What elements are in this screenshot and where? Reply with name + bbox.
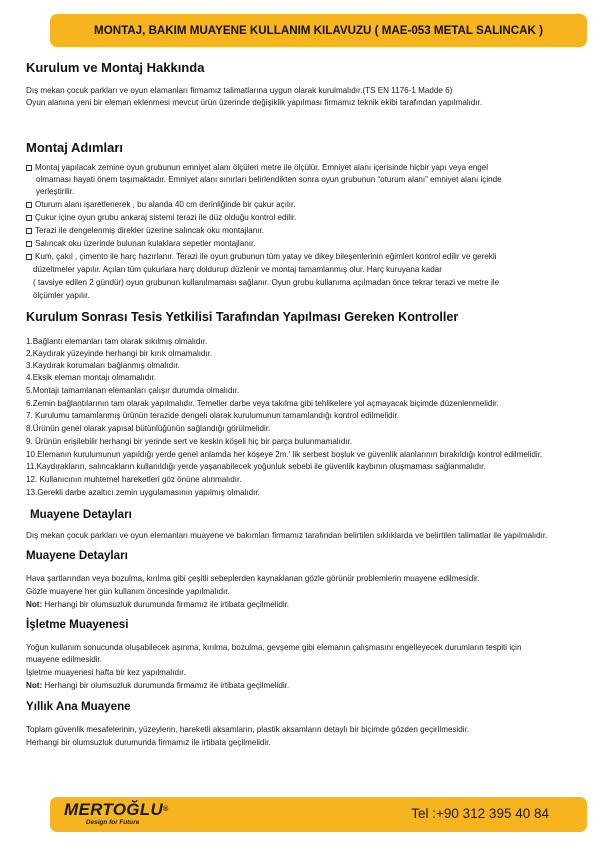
list-item: 4.Eksik eleman montajı olmamalıdır.: [26, 373, 157, 382]
checkbox-bullet-icon: [26, 202, 32, 208]
list-item: 8.Ürünün genel olarak yapısal bütünlüğünün sağlandığı görülmelidir.: [26, 424, 271, 433]
list-item: 7. Kurulumu tamamlanmış ürünün terazide dengeli olarak kurulumunun tamamlandığı kontrol edilmelidir.: [26, 411, 399, 420]
note-line: [26, 599, 289, 611]
list-item: 11.Kaydırakların, salıncakların kullanıldığı yerde yaşanabilecek yoğunluk sebebi ile güvenlik kaybının oluşmaması sağlanmalıdır.: [26, 462, 486, 471]
checkbox-bullet-icon: [26, 165, 32, 171]
bullet-line: [26, 212, 296, 224]
logo-tagline: Design for Future: [86, 819, 140, 826]
list-item: 3.Kaydırak korumaları bağlanmış olmalıdır.: [26, 361, 180, 370]
note-label: Not:: [26, 681, 43, 690]
document-title: MONTAJ, BAKIM MUAYENE KULLANIM KILAVUZU ( MAE-053 METAL SALINCAK ): [94, 24, 543, 37]
text-line: Yoğun kullanım sonucunda oluşabilecek aşınma, kırılma, bozulma, gevşeme gibi elemanın çalışmasını engelleyecek durumların tespiti için: [26, 643, 522, 652]
document-title-bar: [50, 14, 587, 47]
note-text: Herhangi bir olumsuzluk durumunda firmamız ile irtibata geçilmelidir.: [42, 681, 290, 690]
text-line: ( tavsiye edilen 2 gündür) oyun grubunun kullanılmaması sağlanır. Oyun grubu kullanıma açılmadan önce tekrar terazi ve metre ile: [33, 278, 500, 287]
bullet-line: [26, 199, 295, 211]
bullet-line: [26, 251, 496, 263]
heading-kurulum: Kurulum ve Montaj Hakkında: [26, 60, 205, 75]
text-line: Salıncak oku üzerinde bulunan kulaklara sepetler montajlanır.: [35, 239, 256, 248]
list-item: 6.Zemin bağlantılarının tam olarak yapılmalıdır. Temeller darbe veya takılma gibi tehlikelere yol açmayacak biçimde düzenlenmelidir.: [26, 399, 499, 408]
text-line: Oturum alanı işaretlenerek , bu alanda 40 cm derinliğinde bir çukur açılır.: [35, 200, 296, 209]
list-item: 13.Gerekli darbe azaltıcı zemin uygulamasının yapılmış olmalıdır.: [26, 488, 260, 497]
checkbox-bullet-icon: [26, 241, 32, 247]
text-line: Herhangi bir olumsuzluk durumunda firmamız ile irtibata geçilmelidir.: [26, 738, 271, 747]
list-item: 5.Montajı tamamlanan elemanları çalışır durumda olmalıdır.: [26, 386, 240, 395]
heading-muayene-2: Muayene Detayları: [26, 549, 128, 562]
text-line: muayene edilmesidir.: [26, 655, 103, 664]
checkbox-bullet-icon: [26, 254, 32, 260]
bullet-line: [26, 225, 264, 237]
heading-isletme: İşletme Muayenesi: [26, 618, 129, 631]
heading-muayene-1: Muayene Detayları: [30, 508, 132, 521]
list-item: 10.Elemanın kurulumunun yapıldığı yerde genel anlamda her köşeye 2m.' lik serbest boşluk ve güvenlik alanlarının bırakıldığı kontrol edilmelidir.: [26, 450, 543, 459]
footer-bar: [50, 797, 587, 832]
text-line: Dış mekan çocuk parkları ve oyun elemanları muayene ve bakımları firmamız tarafından belirtilen sıklıklarda ve belirtilen talimatlar ile yapılmalıdır.: [26, 531, 548, 540]
text-line: Terazi ile dengelenmiş direkler üzerine salıncak oku montajlanır.: [35, 226, 264, 235]
list-item: 2.Kaydırak yüzeyinde herhangi bir kırık olmamalıdır.: [26, 349, 213, 358]
list-item: 12. Kullanıcının muhtemel hareketleri göz önüne alınmalıdır.: [26, 475, 242, 484]
text-line: İşletme muayenesi hafta bir kez yapılmalıdır.: [26, 668, 186, 677]
logo-text: MERTOĞLU: [64, 800, 164, 819]
text-line: ölçümler yapılır.: [33, 291, 90, 300]
text-line: Montaj yapılacak zemine oyun grubunun emniyet alanı ölçüleri metre ile ölçülür. Emniyet alanı içerisinde hiçbir yapı veya engel: [35, 163, 489, 172]
checkbox-bullet-icon: [26, 215, 32, 221]
text-line: Çukur içine oyun grubu ankaraj sistemi terazi ile düz olduğu kontrol edilir.: [35, 213, 297, 222]
text-line: Oyun alanına yeni bir eleman eklenmesi mevcut ürün üzerinde değişiklik yapılması firmamız teknik ekibi tarafından yapılmalıdır.: [26, 98, 483, 107]
bullet-line: [26, 162, 488, 174]
bullet-line: [26, 238, 255, 250]
brand-logo: [64, 801, 169, 827]
heading-kontroller: Kurulum Sonrası Tesis Yetkilisi Tarafından Yapılması Gereken Kontroller: [26, 310, 459, 324]
text-line: Dış mekan çocuk parkları ve oyun elamanları firmamız talimatlarına uygun olarak kurulmalıdır.(TS EN 1176-1 Madde 6): [26, 86, 453, 95]
text-line: yerleştirilir.: [36, 187, 75, 196]
text-line: Kum, çakıl , çimento ile harç hazırlanır. Terazi ile oyun grubunun tüm yatay ve dikey bileşenlerinin eğimleri kontrol edilir ve gerekli: [35, 252, 497, 261]
text-line: Toplam güvenlik mesafelerinin, yüzeylerin, hareketli aksamların, plastik aksamların detaylı bir biçimde gözden geçirilmesidir.: [26, 725, 470, 734]
registered-mark: ®: [163, 806, 169, 813]
checkbox-bullet-icon: [26, 228, 32, 234]
note-line: [26, 680, 289, 692]
heading-yillik: Yıllık Ana Muayene: [26, 700, 131, 713]
list-item: 1.Bağlantı elemanları tam olarak sıkılmış olmalıdır.: [26, 337, 208, 346]
phone-number: Tel :+90 312 395 40 84: [411, 806, 549, 821]
list-item: 9. Ürünün erişilebilir herhangi bir yerinde sert ve keskin köşeli hiç bir parça bulunmamalıdır.: [26, 437, 353, 446]
text-line: olmaması hayati önem taşımaktadır. Emniyet alanı sınırları belirlendikten sonra oyun grubunun “oturum alanı” emniyet alanı içinde: [36, 175, 502, 184]
note-label: Not:: [26, 600, 43, 609]
text-line: düzeltmeler yapılır. Açılan tüm çukurlara harç doldurup düzlenir ve montaj tamamlanmış olur. Harç kuruyana kadar: [33, 265, 442, 274]
text-line: Gözle muayene her gün kullanım öncesinde yapılmalıdır.: [26, 587, 230, 596]
text-line: Hava şartlarından veya bozulma, kırılma gibi çeşitli sebeplerden kaynaklanan gözle görünür problemlerin muayene edilmesidir.: [26, 574, 480, 583]
heading-montaj: Montaj Adımları: [26, 140, 124, 155]
note-text: Herhangi bir olumsuzluk durumunda firmamız ile irtibata geçilmelidir.: [42, 600, 290, 609]
